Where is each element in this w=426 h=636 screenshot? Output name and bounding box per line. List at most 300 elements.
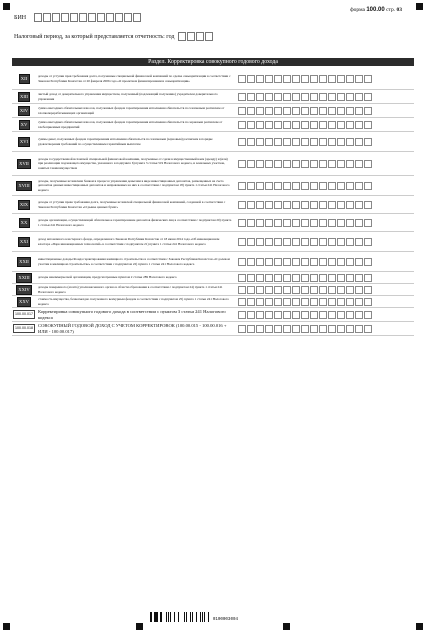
bin-digit-cell[interactable] (124, 13, 132, 22)
value-digit-cell[interactable] (310, 93, 318, 101)
value-digit-cell[interactable] (283, 311, 291, 319)
roman-numeral-label: XVIII (16, 181, 31, 191)
value-digit-cell[interactable] (319, 311, 327, 319)
value-digit-cell[interactable] (355, 286, 363, 294)
value-digit-cell[interactable] (274, 201, 282, 209)
value-digit-cell[interactable] (319, 298, 327, 306)
value-digit-cell[interactable] (247, 238, 255, 246)
value-digit-cell[interactable] (301, 219, 309, 227)
value-digit-cell[interactable] (247, 311, 255, 319)
value-digit-cell[interactable] (337, 286, 345, 294)
value-digit-cell[interactable] (355, 258, 363, 266)
value-digit-cell[interactable] (364, 93, 372, 101)
value-digit-cell[interactable] (274, 325, 282, 333)
value-digit-cell[interactable] (247, 274, 255, 282)
value-digit-cell[interactable] (292, 93, 300, 101)
value-digit-cell[interactable] (328, 286, 336, 294)
value-digit-cell[interactable] (256, 93, 264, 101)
value-digit-cell[interactable] (238, 93, 246, 101)
roman-numeral-label: XXII (17, 257, 31, 267)
value-digit-cell[interactable] (337, 258, 345, 266)
value-digit-cell[interactable] (355, 138, 363, 146)
value-digit-cell[interactable] (310, 298, 318, 306)
row-value-cells[interactable] (238, 107, 373, 115)
row-description: доходы от уступки права требования долга, полученные исламской специальной финансовой компанией, созданной в соответствии с Законом Республики Казахстан «О рынке ценных бумаг» (38, 200, 226, 209)
value-digit-cell[interactable] (292, 325, 300, 333)
value-digit-cell[interactable] (346, 201, 354, 209)
year-digit-cell[interactable] (178, 32, 186, 41)
value-digit-cell[interactable] (292, 298, 300, 306)
row-code (12, 218, 36, 228)
value-digit-cell[interactable] (319, 75, 327, 83)
period-year-cells[interactable] (178, 32, 214, 41)
value-digit-cell[interactable] (364, 138, 372, 146)
value-digit-cell[interactable] (346, 107, 354, 115)
row-description: доходы, полученные исламским банком в процессе управления деньгами в виде инвестиционных депозитов, размещенных на счета депозитов данных инвестиционных депозитов и направляемых на них в соответствии с подпунктом 18) пункта 1 статьи 241 Налогового кодекса (38, 179, 230, 192)
value-digit-cell[interactable] (256, 182, 264, 190)
bin-digit-cell[interactable] (61, 13, 69, 22)
value-digit-cell[interactable] (265, 138, 273, 146)
value-digit-cell[interactable] (346, 274, 354, 282)
value-digit-cell[interactable] (256, 238, 264, 246)
value-digit-cell[interactable] (301, 138, 309, 146)
value-digit-cell[interactable] (274, 107, 282, 115)
value-digit-cell[interactable] (319, 138, 327, 146)
value-digit-cell[interactable] (292, 286, 300, 294)
value-digit-cell[interactable] (301, 274, 309, 282)
value-digit-cell[interactable] (256, 107, 264, 115)
value-digit-cell[interactable] (238, 138, 246, 146)
value-digit-cell[interactable] (319, 93, 327, 101)
value-digit-cell[interactable] (364, 121, 372, 129)
value-digit-cell[interactable] (274, 121, 282, 129)
value-digit-cell[interactable] (265, 325, 273, 333)
value-digit-cell[interactable] (283, 325, 291, 333)
bin-digit-cell[interactable] (79, 13, 87, 22)
value-digit-cell[interactable] (238, 238, 246, 246)
value-digit-cell[interactable] (247, 286, 255, 294)
value-digit-cell[interactable] (310, 138, 318, 146)
value-digit-cell[interactable] (247, 121, 255, 129)
value-digit-cell[interactable] (274, 93, 282, 101)
value-digit-cell[interactable] (247, 258, 255, 266)
value-digit-cell[interactable] (319, 258, 327, 266)
value-digit-cell[interactable] (346, 75, 354, 83)
value-digit-cell[interactable] (310, 286, 318, 294)
row-value-cells[interactable] (238, 93, 373, 101)
value-digit-cell[interactable] (238, 75, 246, 83)
row-value-cells[interactable] (238, 258, 373, 266)
bin-digit-cell[interactable] (52, 13, 60, 22)
value-digit-cell[interactable] (247, 201, 255, 209)
bin-digit-cell[interactable] (106, 13, 114, 22)
value-digit-cell[interactable] (247, 138, 255, 146)
row-value-cells[interactable] (238, 138, 373, 146)
value-digit-cell[interactable] (283, 298, 291, 306)
row-value-cells[interactable] (238, 286, 373, 294)
value-digit-cell[interactable] (238, 182, 246, 190)
value-digit-cell[interactable] (265, 75, 273, 83)
value-digit-cell[interactable] (337, 75, 345, 83)
value-digit-cell[interactable] (274, 311, 282, 319)
value-digit-cell[interactable] (301, 258, 309, 266)
row-description: СОВОКУПНЫЙ ГОДОВОЙ ДОХОД С УЧЕТОМ КОРРЕКТИРОВОК (100.00.015 - 100.00.016 + ИЛИ - 100.00.017) (38, 323, 227, 334)
registration-mark-bottom-right (416, 623, 423, 630)
value-digit-cell[interactable] (346, 311, 354, 319)
adjustment-row (12, 196, 414, 214)
row-value-cells[interactable] (238, 238, 373, 246)
value-digit-cell[interactable] (301, 286, 309, 294)
value-digit-cell[interactable] (337, 219, 345, 227)
value-digit-cell[interactable] (319, 107, 327, 115)
row-value-cells[interactable] (238, 311, 373, 319)
value-digit-cell[interactable] (274, 219, 282, 227)
value-digit-cell[interactable] (292, 274, 300, 282)
value-digit-cell[interactable] (337, 274, 345, 282)
value-digit-cell[interactable] (265, 201, 273, 209)
value-digit-cell[interactable] (256, 258, 264, 266)
value-digit-cell[interactable] (337, 238, 345, 246)
value-digit-cell[interactable] (283, 138, 291, 146)
value-digit-cell[interactable] (301, 311, 309, 319)
value-digit-cell[interactable] (256, 325, 264, 333)
value-digit-cell[interactable] (265, 238, 273, 246)
value-digit-cell[interactable] (292, 75, 300, 83)
value-digit-cell[interactable] (247, 93, 255, 101)
value-digit-cell[interactable] (328, 107, 336, 115)
value-digit-cell[interactable] (274, 286, 282, 294)
adjustment-row (12, 272, 414, 284)
value-digit-cell[interactable] (346, 325, 354, 333)
value-digit-cell[interactable] (337, 325, 345, 333)
value-digit-cell[interactable] (355, 238, 363, 246)
value-digit-cell[interactable] (310, 238, 318, 246)
value-digit-cell[interactable] (328, 258, 336, 266)
value-digit-cell[interactable] (238, 274, 246, 282)
value-digit-cell[interactable] (238, 219, 246, 227)
value-digit-cell[interactable] (328, 93, 336, 101)
value-digit-cell[interactable] (337, 311, 345, 319)
value-digit-cell[interactable] (274, 258, 282, 266)
value-digit-cell[interactable] (238, 258, 246, 266)
value-digit-cell[interactable] (292, 238, 300, 246)
value-digit-cell[interactable] (274, 75, 282, 83)
bin-row (14, 13, 142, 22)
value-digit-cell[interactable] (247, 325, 255, 333)
value-digit-cell[interactable] (247, 107, 255, 115)
value-digit-cell[interactable] (319, 182, 327, 190)
value-digit-cell[interactable] (283, 160, 291, 168)
value-digit-cell[interactable] (247, 160, 255, 168)
value-digit-cell[interactable] (256, 311, 264, 319)
value-digit-cell[interactable] (301, 160, 309, 168)
value-digit-cell[interactable] (265, 93, 273, 101)
value-digit-cell[interactable] (310, 311, 318, 319)
value-digit-cell[interactable] (283, 107, 291, 115)
value-digit-cell[interactable] (355, 93, 363, 101)
value-digit-cell[interactable] (319, 325, 327, 333)
value-digit-cell[interactable] (355, 160, 363, 168)
value-digit-cell[interactable] (364, 258, 372, 266)
bin-digit-cell[interactable] (115, 13, 123, 22)
value-digit-cell[interactable] (256, 121, 264, 129)
value-digit-cell[interactable] (310, 182, 318, 190)
value-digit-cell[interactable] (301, 238, 309, 246)
row-code (12, 324, 36, 333)
value-digit-cell[interactable] (355, 107, 363, 115)
value-digit-cell[interactable] (283, 286, 291, 294)
value-digit-cell[interactable] (274, 298, 282, 306)
value-digit-cell[interactable] (292, 201, 300, 209)
period-label: Налоговый период, за который представляется отчетность: год (14, 33, 175, 40)
value-digit-cell[interactable] (355, 121, 363, 129)
bin-digit-cell[interactable] (88, 13, 96, 22)
value-digit-cell[interactable] (283, 182, 291, 190)
value-digit-cell[interactable] (310, 219, 318, 227)
value-digit-cell[interactable] (292, 107, 300, 115)
value-digit-cell[interactable] (256, 75, 264, 83)
value-digit-cell[interactable] (328, 121, 336, 129)
value-digit-cell[interactable] (346, 298, 354, 306)
value-digit-cell[interactable] (265, 286, 273, 294)
value-digit-cell[interactable] (337, 121, 345, 129)
value-digit-cell[interactable] (310, 107, 318, 115)
value-digit-cell[interactable] (310, 274, 318, 282)
row-value-cells[interactable] (238, 160, 373, 168)
value-digit-cell[interactable] (301, 107, 309, 115)
value-digit-cell[interactable] (355, 311, 363, 319)
row-code (12, 200, 36, 210)
bin-digit-cell[interactable] (70, 13, 78, 22)
value-digit-cell[interactable] (346, 121, 354, 129)
value-digit-cell[interactable] (310, 75, 318, 83)
value-digit-cell[interactable] (355, 298, 363, 306)
bin-digit-cell[interactable] (43, 13, 51, 22)
year-digit-cell[interactable] (196, 32, 204, 41)
value-digit-cell[interactable] (328, 274, 336, 282)
value-digit-cell[interactable] (328, 138, 336, 146)
year-digit-cell[interactable] (187, 32, 195, 41)
value-digit-cell[interactable] (256, 201, 264, 209)
value-digit-cell[interactable] (274, 138, 282, 146)
value-digit-cell[interactable] (292, 258, 300, 266)
value-digit-cell[interactable] (292, 160, 300, 168)
value-digit-cell[interactable] (364, 75, 372, 83)
bin-cells[interactable] (34, 13, 142, 22)
row-code (12, 74, 36, 84)
value-digit-cell[interactable] (328, 311, 336, 319)
value-digit-cell[interactable] (319, 274, 327, 282)
value-digit-cell[interactable] (265, 219, 273, 227)
value-digit-cell[interactable] (301, 201, 309, 209)
value-digit-cell[interactable] (346, 160, 354, 168)
bin-digit-cell[interactable] (133, 13, 141, 22)
roman-numeral-label: XIV (18, 106, 30, 116)
value-digit-cell[interactable] (364, 286, 372, 294)
value-digit-cell[interactable] (328, 182, 336, 190)
value-digit-cell[interactable] (328, 160, 336, 168)
value-digit-cell[interactable] (301, 182, 309, 190)
value-digit-cell[interactable] (337, 160, 345, 168)
bin-digit-cell[interactable] (34, 13, 42, 22)
row-value-cells[interactable] (238, 274, 373, 282)
value-digit-cell[interactable] (256, 138, 264, 146)
value-digit-cell[interactable] (292, 219, 300, 227)
value-digit-cell[interactable] (301, 325, 309, 333)
value-digit-cell[interactable] (238, 201, 246, 209)
row-value-cells[interactable] (238, 201, 373, 209)
value-digit-cell[interactable] (355, 201, 363, 209)
value-digit-cell[interactable] (274, 238, 282, 246)
value-digit-cell[interactable] (310, 121, 318, 129)
adjustment-row (12, 296, 414, 308)
value-digit-cell[interactable] (256, 274, 264, 282)
value-digit-cell[interactable] (346, 138, 354, 146)
value-digit-cell[interactable] (319, 238, 327, 246)
value-digit-cell[interactable] (274, 160, 282, 168)
value-digit-cell[interactable] (238, 121, 246, 129)
value-digit-cell[interactable] (265, 182, 273, 190)
value-digit-cell[interactable] (238, 311, 246, 319)
row-value-cells[interactable] (238, 182, 373, 190)
income-adjustment-rows (12, 68, 414, 336)
value-digit-cell[interactable] (283, 201, 291, 209)
value-digit-cell[interactable] (346, 182, 354, 190)
value-digit-cell[interactable] (346, 286, 354, 294)
value-digit-cell[interactable] (337, 93, 345, 101)
row-code (12, 273, 36, 283)
value-digit-cell[interactable] (364, 298, 372, 306)
value-digit-cell[interactable] (364, 325, 372, 333)
value-digit-cell[interactable] (346, 258, 354, 266)
value-digit-cell[interactable] (301, 93, 309, 101)
value-digit-cell[interactable] (337, 201, 345, 209)
value-digit-cell[interactable] (301, 298, 309, 306)
value-digit-cell[interactable] (238, 160, 246, 168)
value-digit-cell[interactable] (283, 274, 291, 282)
value-digit-cell[interactable] (355, 182, 363, 190)
value-digit-cell[interactable] (247, 219, 255, 227)
registration-mark-top-left (3, 3, 10, 10)
value-digit-cell[interactable] (256, 286, 264, 294)
value-digit-cell[interactable] (310, 325, 318, 333)
value-digit-cell[interactable] (364, 182, 372, 190)
value-digit-cell[interactable] (364, 274, 372, 282)
adjustment-row (12, 176, 414, 196)
value-digit-cell[interactable] (310, 160, 318, 168)
value-digit-cell[interactable] (355, 325, 363, 333)
value-digit-cell[interactable] (283, 258, 291, 266)
row-value-cells[interactable] (238, 298, 373, 306)
value-digit-cell[interactable] (319, 286, 327, 294)
value-digit-cell[interactable] (364, 311, 372, 319)
value-digit-cell[interactable] (337, 298, 345, 306)
value-digit-cell[interactable] (355, 274, 363, 282)
row-value-cells[interactable] (238, 325, 373, 333)
value-digit-cell[interactable] (256, 298, 264, 306)
value-digit-cell[interactable] (364, 219, 372, 227)
value-digit-cell[interactable] (346, 93, 354, 101)
barcode-bar (208, 612, 210, 622)
value-digit-cell[interactable] (238, 298, 246, 306)
value-digit-cell[interactable] (292, 311, 300, 319)
value-digit-cell[interactable] (328, 201, 336, 209)
value-digit-cell[interactable] (364, 201, 372, 209)
value-digit-cell[interactable] (292, 121, 300, 129)
value-digit-cell[interactable] (265, 258, 273, 266)
value-digit-cell[interactable] (265, 311, 273, 319)
value-digit-cell[interactable] (265, 298, 273, 306)
row-description: доход автономного кластерного фонда, определенного Законом Республики Казахстан от 18 июня 2014 года «Об инновационном кластере «Парк инновационных технологий» в соответствии с подпунктом 21) пункта 1 статьи 241 Налогового кодекса (38, 237, 220, 246)
value-digit-cell[interactable] (274, 182, 282, 190)
value-digit-cell[interactable] (256, 219, 264, 227)
value-digit-cell[interactable] (247, 182, 255, 190)
value-digit-cell[interactable] (283, 238, 291, 246)
value-digit-cell[interactable] (238, 286, 246, 294)
adjustment-row (12, 118, 414, 132)
value-digit-cell[interactable] (238, 107, 246, 115)
value-digit-cell[interactable] (337, 138, 345, 146)
value-digit-cell[interactable] (328, 325, 336, 333)
value-digit-cell[interactable] (283, 219, 291, 227)
value-digit-cell[interactable] (265, 121, 273, 129)
value-digit-cell[interactable] (301, 75, 309, 83)
value-digit-cell[interactable] (337, 182, 345, 190)
value-digit-cell[interactable] (319, 160, 327, 168)
value-digit-cell[interactable] (328, 219, 336, 227)
row-value-cells[interactable] (238, 121, 373, 129)
value-digit-cell[interactable] (292, 182, 300, 190)
value-digit-cell[interactable] (274, 274, 282, 282)
row-value-cells[interactable] (238, 219, 373, 227)
value-digit-cell[interactable] (364, 238, 372, 246)
value-digit-cell[interactable] (355, 75, 363, 83)
value-digit-cell[interactable] (364, 160, 372, 168)
barcode-bars (150, 612, 211, 622)
value-digit-cell[interactable] (283, 75, 291, 83)
value-digit-cell[interactable] (283, 93, 291, 101)
value-digit-cell[interactable] (337, 107, 345, 115)
roman-numeral-label: XIX (18, 200, 30, 210)
value-digit-cell[interactable] (319, 121, 327, 129)
value-digit-cell[interactable] (292, 138, 300, 146)
value-digit-cell[interactable] (346, 219, 354, 227)
value-digit-cell[interactable] (364, 107, 372, 115)
bin-digit-cell[interactable] (97, 13, 105, 22)
row-value-cells[interactable] (238, 75, 373, 83)
value-digit-cell[interactable] (247, 298, 255, 306)
value-digit-cell[interactable] (256, 160, 264, 168)
value-digit-cell[interactable] (238, 325, 246, 333)
value-digit-cell[interactable] (355, 219, 363, 227)
value-digit-cell[interactable] (310, 258, 318, 266)
value-digit-cell[interactable] (319, 219, 327, 227)
value-digit-cell[interactable] (346, 238, 354, 246)
value-digit-cell[interactable] (283, 121, 291, 129)
value-digit-cell[interactable] (328, 75, 336, 83)
adjustment-row (12, 104, 414, 118)
value-digit-cell[interactable] (265, 274, 273, 282)
value-digit-cell[interactable] (328, 298, 336, 306)
value-digit-cell[interactable] (265, 160, 273, 168)
value-digit-cell[interactable] (301, 121, 309, 129)
value-digit-cell[interactable] (328, 238, 336, 246)
value-digit-cell[interactable] (265, 107, 273, 115)
value-digit-cell[interactable] (319, 201, 327, 209)
value-digit-cell[interactable] (247, 75, 255, 83)
year-digit-cell[interactable] (205, 32, 213, 41)
value-digit-cell[interactable] (310, 201, 318, 209)
